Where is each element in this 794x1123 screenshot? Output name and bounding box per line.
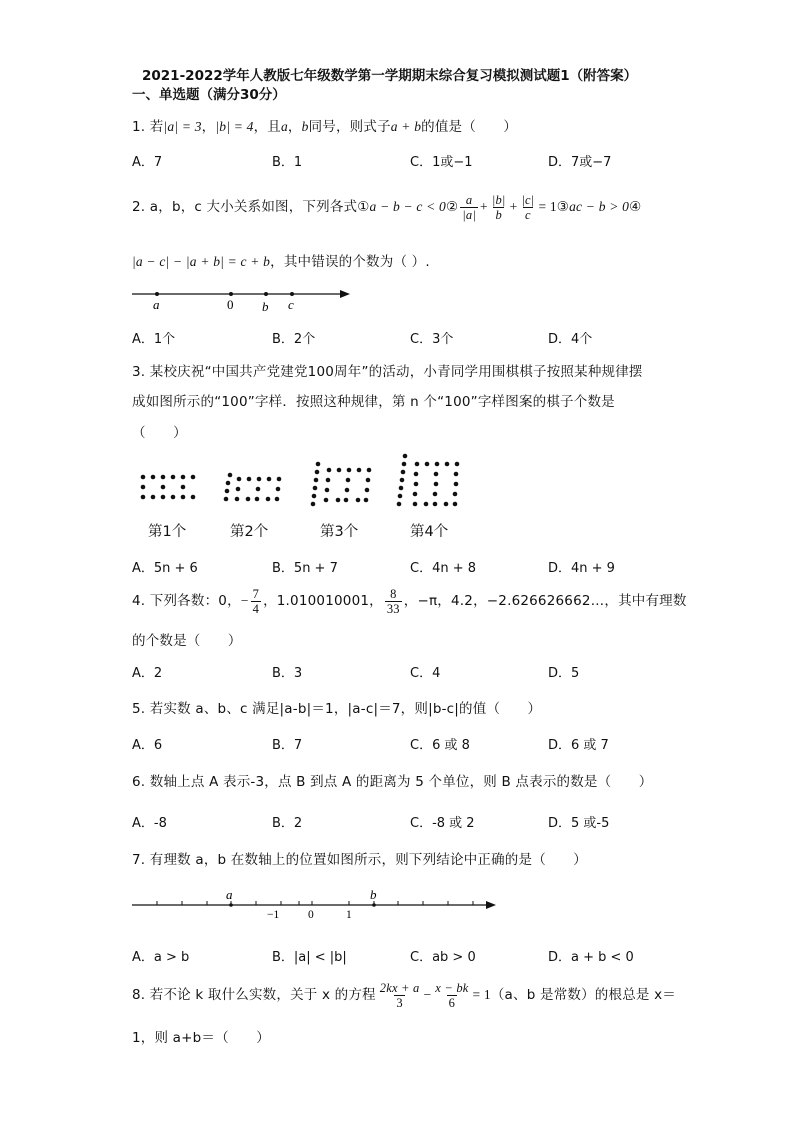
q2-option-a[interactable]: A．1个: [132, 332, 176, 347]
q4-line2: 的个数是（ ）: [132, 633, 242, 649]
q3-dot-patterns: [135, 450, 475, 520]
q1-tail: 的值是（ ）: [421, 119, 518, 135]
q7-point-b: [372, 903, 376, 907]
q7-option-a[interactable]: A．a > b: [132, 950, 190, 965]
q1-number: 1.: [132, 119, 146, 135]
q2-circle-4: ④: [629, 199, 642, 215]
q4-frac-2: $\frac{8}{33}$: [386, 586, 400, 616]
q8-pre: 若不论 k 取什么实数，关于 x 的方程: [149, 987, 376, 1003]
q4-option-c[interactable]: C．4: [410, 666, 441, 681]
q8-post: （a、b 是常数）的根总是 x＝: [490, 987, 676, 1003]
q4-mid2: ，−π，4.2，−2.626626662…，其中有理数: [403, 593, 687, 609]
q2-point-b: [264, 292, 268, 296]
q2-number: 2.: [132, 199, 146, 215]
question-6: [132, 770, 652, 790]
q5-option-b[interactable]: B．7: [272, 738, 303, 753]
q2-expr1: a − b − c < 0: [369, 199, 446, 214]
q4-option-b[interactable]: B．3: [272, 666, 303, 681]
question-8: [132, 978, 676, 1012]
q2-option-b[interactable]: B．2个: [272, 332, 316, 347]
q3-caption-3: 第3个: [320, 524, 359, 540]
pattern-4: [397, 454, 460, 507]
question-2: [132, 192, 641, 222]
q3-caption-4: 第4个: [410, 524, 449, 540]
q2-number-line: [130, 282, 360, 314]
q7-option-d[interactable]: D．a + b < 0: [548, 950, 634, 965]
q1-expr: a + b: [390, 119, 422, 134]
q6-number: 6.: [132, 774, 146, 790]
q5-option-a[interactable]: A．6: [132, 738, 163, 753]
q2-plus-2: +: [509, 199, 518, 214]
q2-option-d[interactable]: D．4个: [548, 332, 593, 347]
q2-frac-2: $\frac{|b|}{b}$: [491, 192, 506, 222]
q2-expr3: ac − b > 0: [569, 199, 630, 214]
q2-circle-2: ②: [445, 199, 459, 215]
q1-cond2: |b| = 4: [215, 119, 254, 134]
q3-option-c[interactable]: C．4n + 8: [410, 561, 477, 576]
q1-option-b[interactable]: B．1: [272, 155, 303, 170]
q4-number: 4.: [132, 593, 146, 609]
q2-label-c: c: [288, 297, 294, 312]
q1-comma: ，: [287, 119, 302, 135]
question-4: [132, 585, 687, 617]
q2-point-0: [229, 292, 233, 296]
q6-option-d[interactable]: D．5 或-5: [548, 816, 610, 831]
q1-mid: ，且: [253, 119, 281, 135]
q8-number: 8.: [132, 987, 146, 1003]
q3-line1: 某校庆祝“中国共产党建党100周年”的活动，小青同学用围棋棋子按照某种规律摆: [149, 364, 643, 380]
q1-cond1: |a| = 3: [163, 119, 202, 134]
section-heading: 一、单选题（满分30分）: [132, 87, 286, 103]
q1-pre: 若: [149, 119, 164, 135]
q1-option-d[interactable]: D．7或−7: [548, 155, 612, 170]
q7-text: 有理数 a，b 在数轴上的位置如图所示，则下列结论中正确的是（ ）: [149, 852, 588, 868]
q7-option-b[interactable]: B．|a| < |b|: [272, 950, 347, 965]
q3-option-a[interactable]: A．5n + 6: [132, 561, 198, 576]
q6-option-a[interactable]: A．-8: [132, 816, 167, 831]
q4-mid1: ，1.010010001，: [263, 593, 383, 609]
q5-option-d[interactable]: D．6 或 7: [548, 738, 609, 753]
q2-label-a: a: [153, 297, 160, 312]
q7-label-1: 1: [346, 909, 352, 921]
q8-line2: 1，则 a+b＝（ ）: [132, 1030, 270, 1046]
q3-line2: 成如图所示的“100”字样．按照这种规律，第 n 个“100”字样图案的棋子个数是: [132, 394, 615, 410]
q4-neg: −: [240, 593, 249, 608]
q1-option-a[interactable]: A．7: [132, 155, 163, 170]
q6-option-c[interactable]: C．-8 或 2: [410, 816, 475, 831]
q3-caption-1: 第1个: [148, 524, 187, 540]
q2-frac-3: $\frac{|c|}{c}$: [521, 192, 535, 222]
q7-number: 7.: [132, 852, 146, 868]
q2-label-0: 0: [227, 297, 234, 312]
q7-point-a: [229, 903, 233, 907]
q6-text: 数轴上点 A 表示-3，点 B 到点 A 的距离为 5 个单位，则 B 点表示的数是（ ）: [149, 774, 653, 790]
q2-frac-1: $\frac{a}{|a|}$: [462, 192, 477, 222]
question-7: [132, 848, 587, 868]
q8-frac-2: $\frac{x - bk}{6}$: [435, 980, 469, 1010]
q8-frac-1: $\frac{2kx + a}{3}$: [379, 980, 420, 1010]
q6-option-b[interactable]: B．2: [272, 816, 303, 831]
q1-var-b: b: [301, 119, 309, 134]
pattern-3: [311, 462, 372, 507]
q1-sep: ，: [201, 119, 216, 135]
question-1: [132, 115, 517, 135]
q4-pre: 下列各数：0，: [149, 593, 241, 609]
question-3: [132, 360, 643, 380]
q5-text: 若实数 a、b、c 满足|a-b|＝1，|a-c|＝7，则|b-c|的值（ ）: [149, 701, 542, 717]
q4-option-d[interactable]: D．5: [548, 666, 580, 681]
page-title: 2021-2022学年人教版七年级数学第一学期期末综合复习模拟测试题1（附答案）: [142, 68, 638, 84]
q5-option-c[interactable]: C．6 或 8: [410, 738, 470, 753]
q8-eq: = 1: [472, 987, 491, 1002]
q1-option-c[interactable]: C．1或−1: [410, 155, 473, 170]
q2-label-b: b: [262, 299, 269, 314]
q7-label-a: a: [226, 887, 233, 902]
q1-post: 同号，则式子: [308, 119, 391, 135]
q2-line2: [132, 250, 430, 270]
q1-var-a: a: [280, 119, 288, 134]
q4-option-a[interactable]: A．2: [132, 666, 163, 681]
q2-text1: a，b，c 大小关系如图，下列各式①: [149, 199, 370, 215]
q2-tail: ，其中错误的个数为（ ）.: [270, 254, 430, 270]
q2-point-a: [155, 292, 159, 296]
q3-number: 3.: [132, 364, 146, 380]
pattern-2: [224, 473, 282, 502]
q2-circle-3: ③: [556, 199, 570, 215]
q7-label-0: 0: [308, 909, 314, 921]
q5-number: 5.: [132, 701, 146, 717]
q7-number-line: [130, 885, 502, 921]
q3-line3: （ ）: [132, 425, 187, 441]
q7-label-neg1: −1: [267, 909, 280, 921]
pattern-1: [141, 475, 196, 500]
q2-expr4: |a − c| − |a + b| = c + b: [132, 254, 271, 269]
q2-option-c[interactable]: C．3个: [410, 332, 454, 347]
q8-minus: −: [423, 987, 432, 1002]
q2-plus-1: +: [480, 199, 488, 214]
q3-caption-2: 第2个: [230, 524, 269, 540]
q3-option-d[interactable]: D．4n + 9: [548, 561, 615, 576]
q2-eq1: = 1: [538, 199, 557, 214]
q2-point-c: [290, 292, 294, 296]
q7-label-b: b: [370, 887, 377, 902]
question-5: [132, 697, 541, 717]
q7-option-c[interactable]: C．ab > 0: [410, 950, 476, 965]
q3-option-b[interactable]: B．5n + 7: [272, 561, 338, 576]
q4-frac-1: $\frac{7}{4}$: [252, 586, 260, 616]
